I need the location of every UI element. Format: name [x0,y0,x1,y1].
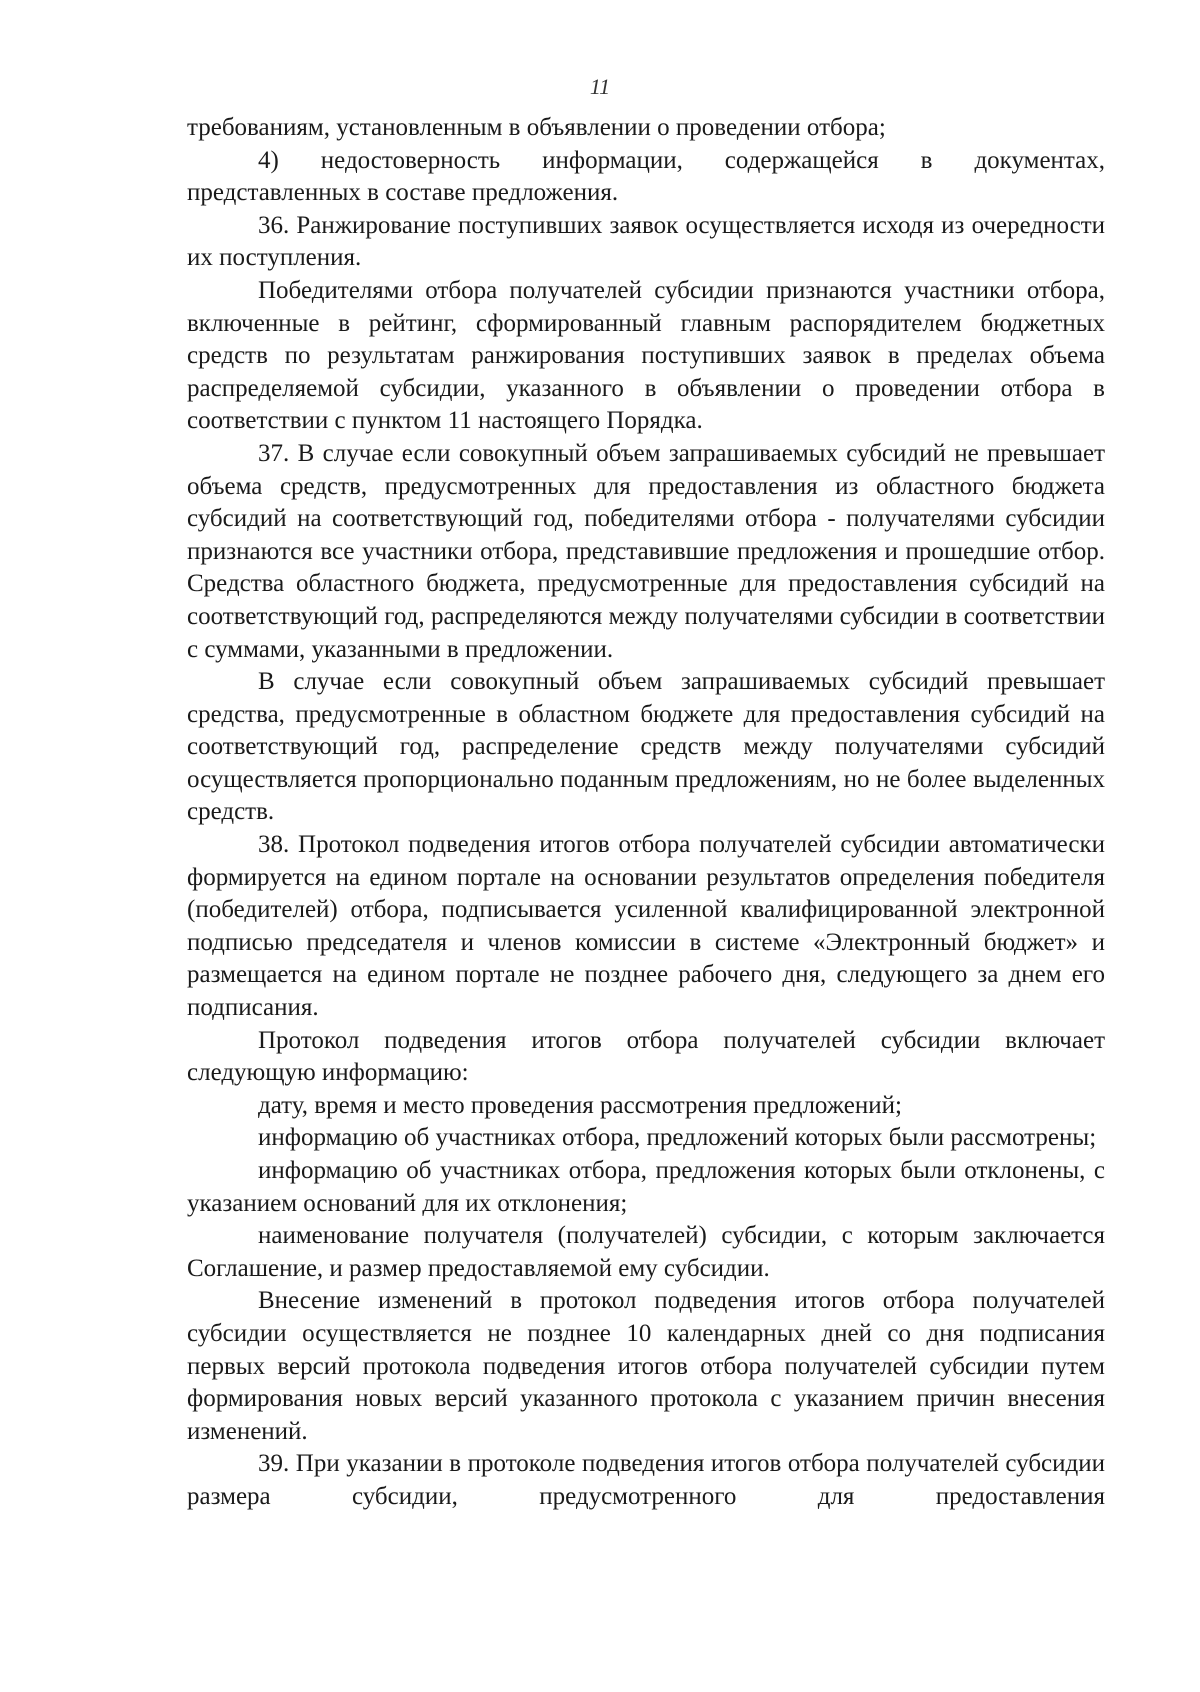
paragraph-protocol-includes: Протокол подведения итогов отбора получателей субсидии включает следующую информацию: [187,1026,1105,1087]
list-item-recipient: наименование получателя (получателей) субсидии, с которым заключается Соглашение, и размер предоставляемой ему субсидии. [187,1222,1105,1282]
list-item-date: дату, время и место проведения рассмотрения предложений; [258,1091,902,1119]
paragraph-36: 36. Ранжирование поступивших заявок осуществляется исходя из очередности их поступления. [187,211,1105,272]
document-body [187,112,1105,1514]
list-item-considered: информацию об участниках отбора, предложений которых были рассмотрены; [258,1124,1097,1152]
paragraph-amendments: Внесение изменений в протокол подведения итогов отбора получателей субсидии осуществляется не позднее 10 календарных дней со дня подписания первых версий протокола подведения итогов отбора получателей субсидии путем формирования новых версий указанного протокола с указанием причин внесения изменений. [187,1287,1105,1445]
paragraph-exceeds: В случае если совокупный объем запрашиваемых субсидий превышает средства, предусмотренные в областном бюджете для предоставления субсидий на соответствующий год, распределение средств между получателями субсидий осуществляется пропорционально поданным предложениям, но не более выделенных средств. [187,668,1105,826]
paragraph-continuation: требованиям, установленным в объявлении о проведении отбора; [187,114,886,141]
paragraph-38: 38. Протокол подведения итогов отбора получателей субсидии автоматически формируется на едином портале на основании результатов определения победителя (победителей) отбора, подписывается усиленной квалифицированной электронной подписью председателя и членов комиссии в системе «Электронный бюджет» и размещается на едином портале не позднее рабочего дня, следующего за днем его подписания. [187,831,1105,1022]
paragraph-39: 39. При указании в протоколе подведения итогов отбора получателей субсидии размера субсидии, предусмотренного для предоставления [187,1450,1105,1510]
paragraph-item-4: 4) недостоверность информации, содержащейся в документах, представленных в составе предложения. [187,146,1105,207]
page-number: 11 [589,74,611,99]
paragraph-37: 37. В случае если совокупный объем запрашиваемых субсидий не превышает объема средств, предусмотренных для предоставления из областного бюджета субсидий на соответствующий год, победителями отбора - получателями субсидии признаются все участники отбора, представившие предложения и прошедшие отбор. Средства областного бюджета, предусмотренные для предоставления субсидий на соответствующий год, распределяются между получателями субсидии в соответствии с суммами, указанными в предложении. [187,439,1105,663]
list-item-rejected: информацию об участниках отбора, предложения которых были отклонены, с указанием оснований для их отклонения; [187,1157,1105,1217]
paragraph-winners: Победителями отбора получателей субсидии признаются участники отбора, включенные в рейтинг, сформированный главным распорядителем бюджетных средств по результатам ранжирования поступивших заявок в пределах объема распределяемой субсидии, указанного в объявлении о проведении отбора в соответствии с пунктом 11 настоящего Порядка. [187,276,1105,435]
